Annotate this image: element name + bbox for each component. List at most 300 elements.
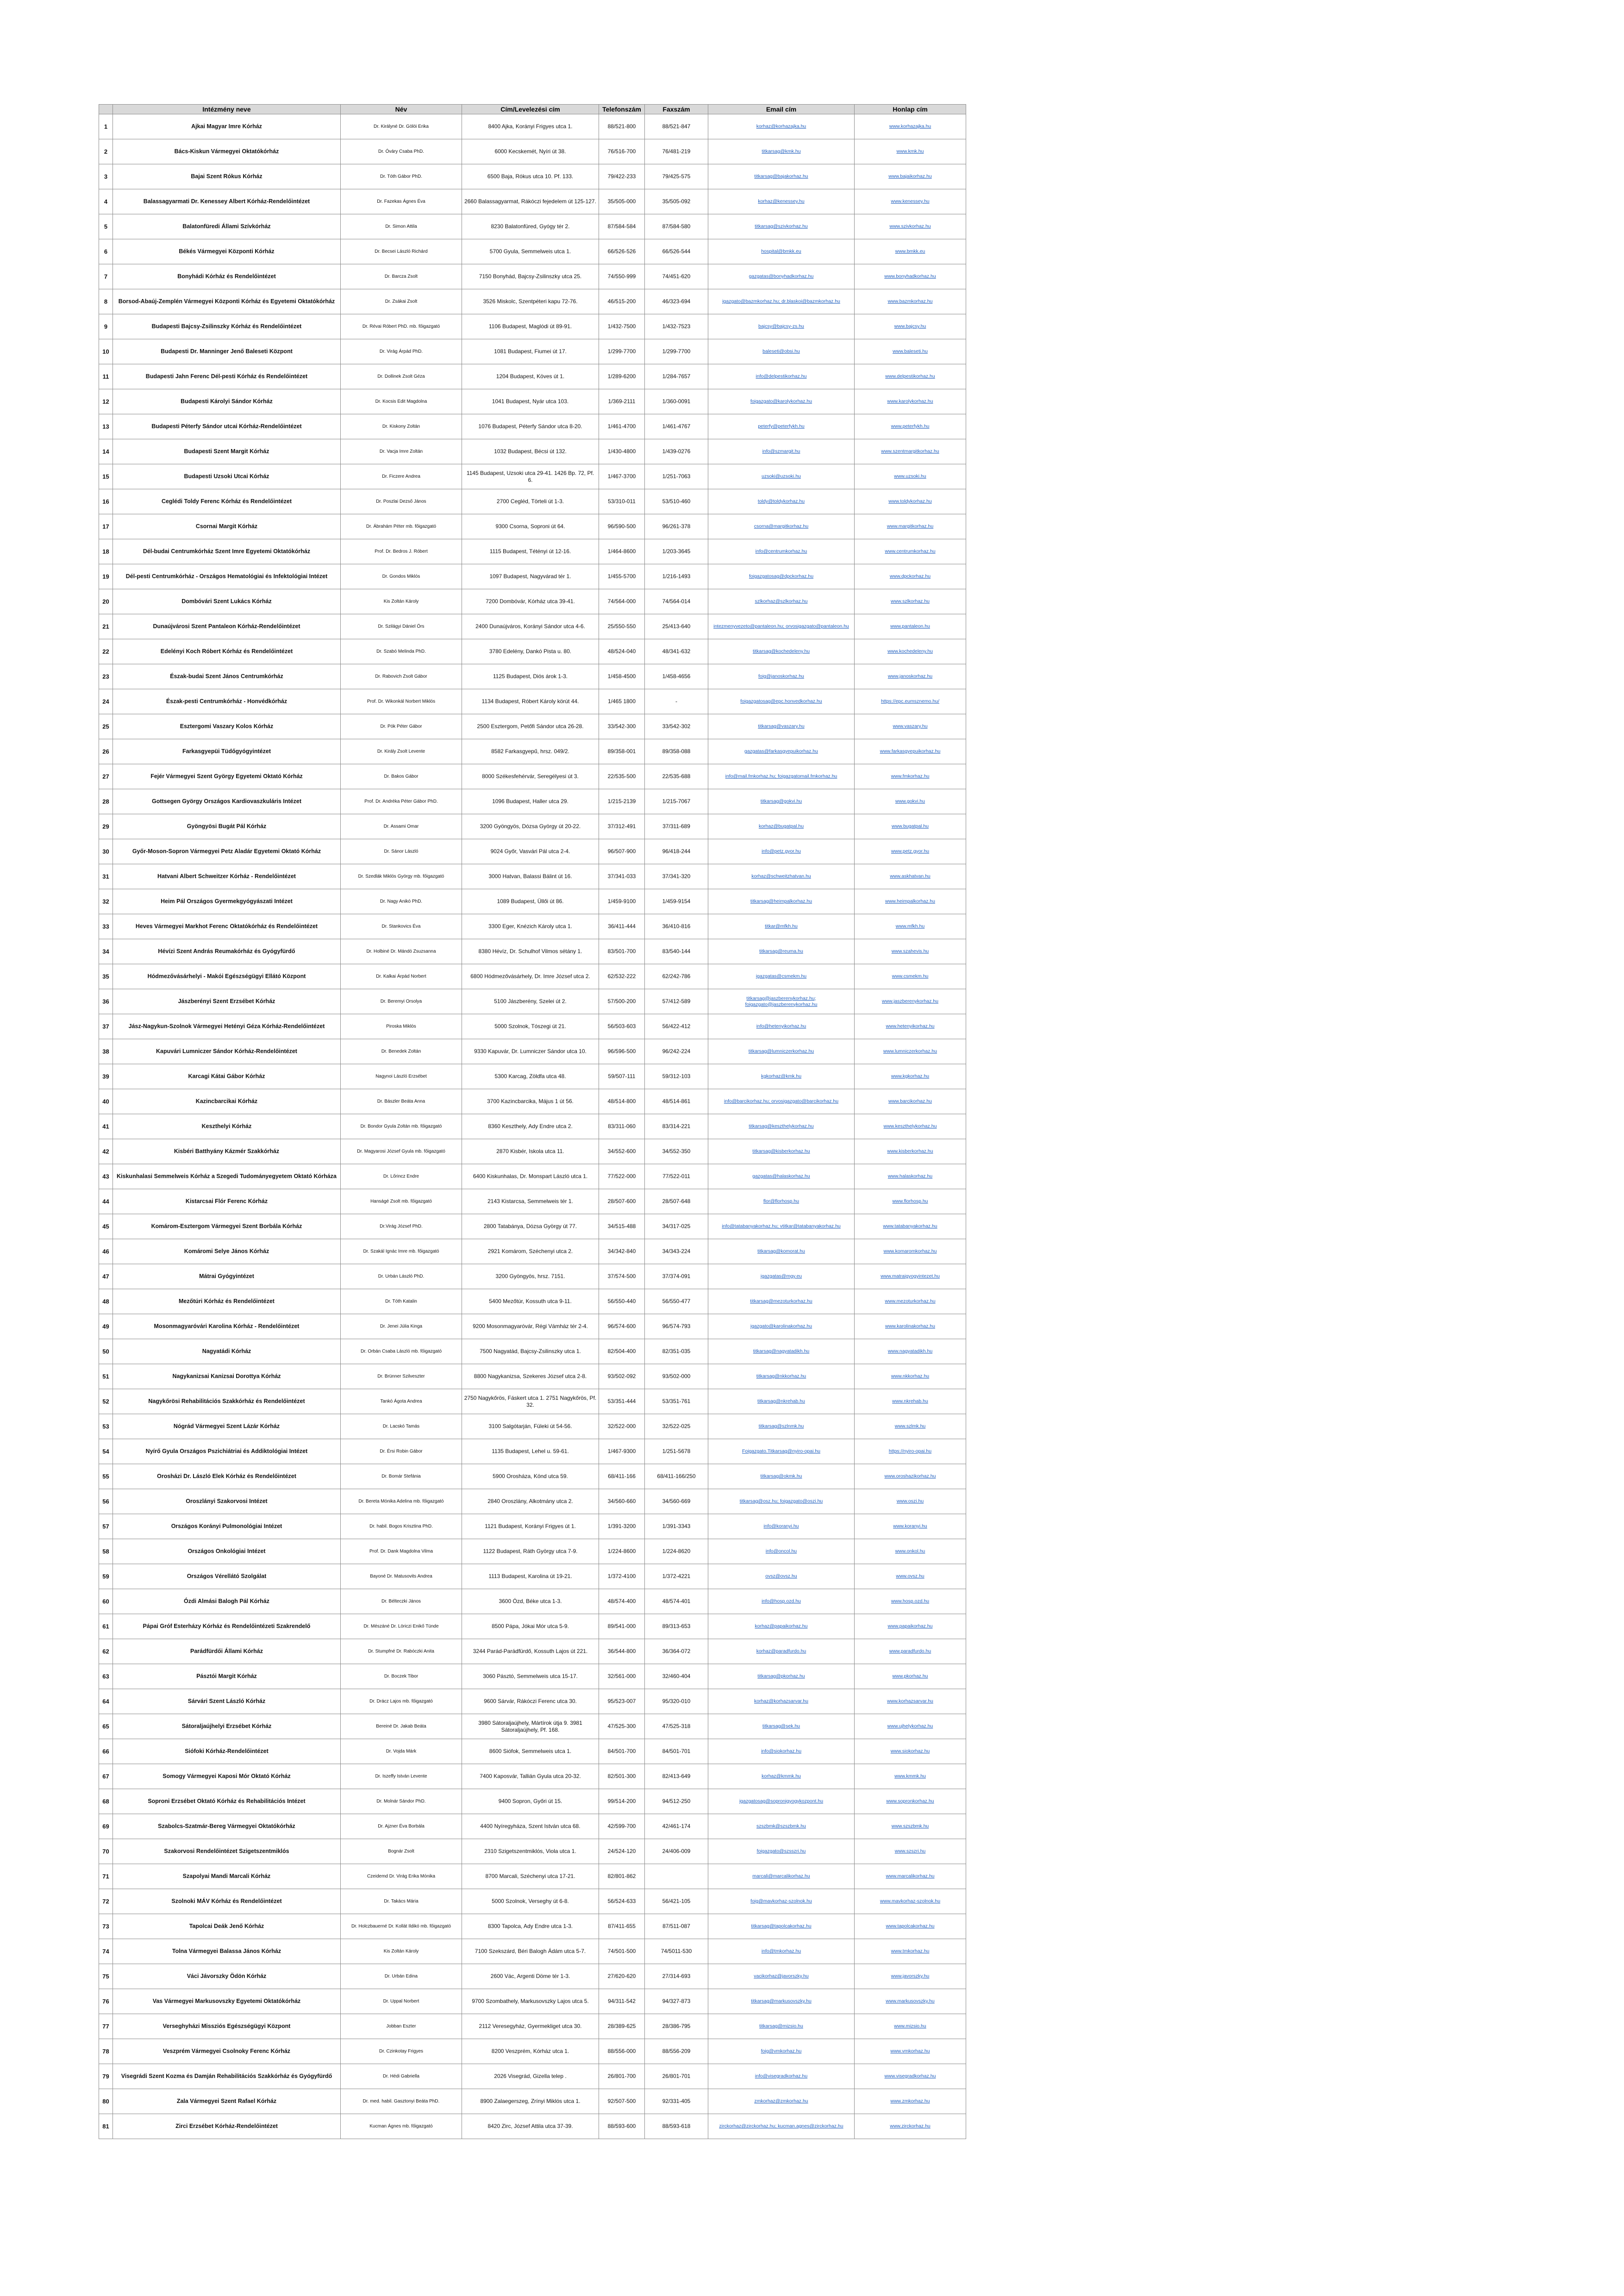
email-link[interactable]: peterfy@peterfykh.hu bbox=[708, 414, 855, 439]
phone-cell: 77/522-000 bbox=[599, 1164, 645, 1189]
website-link[interactable]: www.csmekm.hu bbox=[855, 964, 966, 989]
institution-name: Orosházi Dr. László Elek Kórház és Rendelőintézet bbox=[113, 1464, 341, 1489]
director-name: Dr. Orbán Csaba László mb. főigazgató bbox=[341, 1339, 462, 1364]
institution-name: Mosonmagyaróvári Karolina Kórház - Rendelőintézet bbox=[113, 1314, 341, 1339]
address-cell: 2310 Szigetszentmiklós, Viola utca 1. bbox=[462, 1839, 599, 1864]
address-cell: 5700 Gyula, Semmelweis utca 1. bbox=[462, 239, 599, 264]
email-link[interactable]: igazgatosag@sopronigyogykozpont.hu bbox=[708, 1789, 855, 1814]
website-link[interactable]: www.karolinakorhaz.hu bbox=[855, 1314, 966, 1339]
email-link[interactable]: titkarsag@szlnmk.hu bbox=[708, 1414, 855, 1439]
institution-name: Tapolcai Deák Jenő Kórház bbox=[113, 1914, 341, 1939]
director-name: Dr. Jenei Júlia Kinga bbox=[341, 1314, 462, 1339]
phone-cell: 74/550-999 bbox=[599, 264, 645, 289]
director-name: Dr. Király Zsolt Levente bbox=[341, 739, 462, 764]
row-number: 7 bbox=[99, 264, 113, 289]
table-row bbox=[99, 564, 966, 589]
phone-cell: 1/467-9300 bbox=[599, 1439, 645, 1464]
email-link[interactable]: igazgato@bazmkorhaz.hu; dr.blaskoi@bazmkorhaz.hu bbox=[708, 289, 855, 314]
address-cell: 1106 Budapest, Maglódi út 89-91. bbox=[462, 314, 599, 339]
website-link[interactable]: www.bazmkorhaz.hu bbox=[855, 289, 966, 314]
institution-name: Jász-Nagykun-Szolnok Vármegyei Hetényi Géza Kórház-Rendelőintézet bbox=[113, 1014, 341, 1039]
institution-name: Fejér Vármegyei Szent György Egyetemi Oktató Kórház bbox=[113, 764, 341, 789]
website-link[interactable]: www.bonyhadkorhaz.hu bbox=[855, 264, 966, 289]
email-link[interactable]: gazgatas@halaskorhaz.hu bbox=[708, 1164, 855, 1189]
website-link[interactable]: www.oszi.hu bbox=[855, 1489, 966, 1514]
email-link[interactable]: titkarsag@kisberkorhaz.hu bbox=[708, 1139, 855, 1164]
website-link[interactable]: www.korhazsarvar.hu bbox=[855, 1689, 966, 1714]
table-row bbox=[99, 1689, 966, 1714]
row-number: 33 bbox=[99, 914, 113, 939]
phone-cell: 48/514-800 bbox=[599, 1089, 645, 1114]
fax-cell: 28/507-648 bbox=[645, 1189, 708, 1214]
website-link[interactable]: www.margitkorhaz.hu bbox=[855, 514, 966, 539]
website-link[interactable]: www.peterfykh.hu bbox=[855, 414, 966, 439]
email-link[interactable]: intezmenyvezeto@pantaleon.hu; orvosigazgato@pantaleon.hu bbox=[708, 614, 855, 639]
website-link[interactable]: www.vmkorhaz.hu bbox=[855, 2039, 966, 2064]
website-link[interactable]: www.zmkorhaz.hu bbox=[855, 2089, 966, 2114]
fax-cell: 48/574-401 bbox=[645, 1589, 708, 1614]
address-cell: 7100 Szekszárd, Béri Balogh Ádám utca 5-7. bbox=[462, 1939, 599, 1964]
institution-name: Budapesti Bajcsy-Zsilinszky Kórház és Rendelőintézet bbox=[113, 314, 341, 339]
row-number: 74 bbox=[99, 1939, 113, 1964]
website-link[interactable]: www.szszri.hu bbox=[855, 1839, 966, 1864]
email-link[interactable]: info@delpestikorhaz.hu bbox=[708, 364, 855, 389]
email-link[interactable]: titkarsag@bajakorhaz.hu bbox=[708, 164, 855, 189]
email-link[interactable]: zirckorhaz@zirckorhaz.hu; kucman.agnes@zirckorhaz.hu bbox=[708, 2114, 855, 2139]
email-link[interactable]: foigazgato@szsszri.hu bbox=[708, 1839, 855, 1864]
table-row bbox=[99, 839, 966, 864]
email-link[interactable]: titkarsag@sek.hu bbox=[708, 1714, 855, 1739]
address-cell: 3200 Gyöngyös, Dózsa György út 20-22. bbox=[462, 814, 599, 839]
website-link[interactable]: www.tatabanyakorhaz.hu bbox=[855, 1214, 966, 1239]
website-link[interactable]: www.karolykorhaz.hu bbox=[855, 389, 966, 414]
phone-cell: 1/455-5700 bbox=[599, 564, 645, 589]
email-link[interactable]: info@szmargit.hu bbox=[708, 439, 855, 464]
address-cell: 1032 Budapest, Bécsi út 132. bbox=[462, 439, 599, 464]
address-cell: 2112 Veresegyház, Gyermekliget utca 30. bbox=[462, 2014, 599, 2039]
director-name: Dr. Zsákai Zsolt bbox=[341, 289, 462, 314]
website-link[interactable]: www.korhazajka.hu bbox=[855, 114, 966, 139]
email-link[interactable]: info@koranyi.hu bbox=[708, 1514, 855, 1539]
website-link[interactable]: www.bajaikorhaz.hu bbox=[855, 164, 966, 189]
website-link[interactable]: www.kmmk.hu bbox=[855, 1764, 966, 1789]
header-email: Email cím bbox=[708, 105, 855, 114]
website-link[interactable]: www.hosp.ozd.hu bbox=[855, 1589, 966, 1614]
website-link[interactable]: www.mezoturkorhaz.hu bbox=[855, 1289, 966, 1314]
table-row bbox=[99, 1339, 966, 1364]
email-link[interactable]: korhaz@schweitzhatvan.hu bbox=[708, 864, 855, 889]
address-cell: 1135 Budapest, Lehel u. 59-61. bbox=[462, 1439, 599, 1464]
website-link[interactable]: www.marcalikorhaz.hu bbox=[855, 1864, 966, 1889]
website-link[interactable]: www.baleseti.hu bbox=[855, 339, 966, 364]
phone-cell: 89/541-000 bbox=[599, 1614, 645, 1639]
phone-cell: 48/574-400 bbox=[599, 1589, 645, 1614]
email-link[interactable]: info@oncol.hu bbox=[708, 1539, 855, 1564]
row-number: 27 bbox=[99, 764, 113, 789]
fax-cell: 66/526-544 bbox=[645, 239, 708, 264]
phone-cell: 96/590-500 bbox=[599, 514, 645, 539]
phone-cell: 26/801-700 bbox=[599, 2064, 645, 2089]
website-link[interactable]: www.mfkh.hu bbox=[855, 914, 966, 939]
email-link[interactable]: kgkorhaz@kmk.hu bbox=[708, 1064, 855, 1089]
address-cell: 9300 Csorna, Soproni út 64. bbox=[462, 514, 599, 539]
row-number: 10 bbox=[99, 339, 113, 364]
institution-name: Verseghyházi Missziós Egészségügyi Központ bbox=[113, 2014, 341, 2039]
website-link[interactable]: www.bmkk.eu bbox=[855, 239, 966, 264]
website-link[interactable]: www.szlkorhaz.hu bbox=[855, 589, 966, 614]
website-link[interactable]: www.hetenyikorhaz.hu bbox=[855, 1014, 966, 1039]
email-link[interactable]: titkarsag@gokvi.hu bbox=[708, 789, 855, 814]
email-link[interactable]: titkarsag@kochedeleny.hu bbox=[708, 639, 855, 664]
email-link[interactable]: korhaz@paradfurdo.hu bbox=[708, 1639, 855, 1664]
director-name: Dr. Vacja Imre Zoltán bbox=[341, 439, 462, 464]
institution-name: Soproni Erzsébet Oktató Kórház és Rehabilitációs Intézet bbox=[113, 1789, 341, 1814]
website-link[interactable]: www.bajcsy.hu bbox=[855, 314, 966, 339]
email-link[interactable]: titkarsag@szivkorhaz.hu bbox=[708, 214, 855, 239]
director-name: Dr. Ajzner Éva Borbála bbox=[341, 1814, 462, 1839]
institution-name: Heim Pál Országos Gyermekgyógyászati Intézet bbox=[113, 889, 341, 914]
institution-name: Váci Jávorszky Ödön Kórház bbox=[113, 1964, 341, 1989]
fax-cell: 1/203-3645 bbox=[645, 539, 708, 564]
email-link[interactable]: foig@mavkorhaz-szolnok.hu bbox=[708, 1889, 855, 1914]
email-link[interactable]: info@barcikorhaz.hu; orvosigazgato@barcikorhaz.hu bbox=[708, 1089, 855, 1114]
address-cell: 2500 Esztergom, Petőfi Sándor utca 26-28. bbox=[462, 714, 599, 739]
address-cell: 8300 Tapolca, Ady Endre utca 1-3. bbox=[462, 1914, 599, 1939]
website-link[interactable]: www.nagyatadikh.hu bbox=[855, 1339, 966, 1364]
fax-cell: 1/284-7657 bbox=[645, 364, 708, 389]
phone-cell: 34/552-600 bbox=[599, 1139, 645, 1164]
fax-cell: 42/461-174 bbox=[645, 1814, 708, 1839]
website-link[interactable]: www.barcikorhaz.hu bbox=[855, 1089, 966, 1114]
website-link[interactable]: www.ovsz.hu bbox=[855, 1564, 966, 1589]
email-link[interactable]: info@mail.fmkorhaz.hu; foigazgatomail.fmkorhaz.hu bbox=[708, 764, 855, 789]
phone-cell: 1/369-2111 bbox=[599, 389, 645, 414]
email-link[interactable]: igazgatas@csmekm.hu bbox=[708, 964, 855, 989]
table-row bbox=[99, 1064, 966, 1089]
email-link[interactable]: gazgatas@bonyhadkorhaz.hu bbox=[708, 264, 855, 289]
website-link[interactable]: www.petz.gyor.hu bbox=[855, 839, 966, 864]
email-link[interactable]: korhaz@papaikorhaz.hu bbox=[708, 1614, 855, 1639]
row-number: 32 bbox=[99, 889, 113, 914]
website-link[interactable]: www.onkol.hu bbox=[855, 1539, 966, 1564]
director-name: Dr. Tóth Gábor PhD. bbox=[341, 164, 462, 189]
website-link[interactable]: www.kochedeleny.hu bbox=[855, 639, 966, 664]
address-cell: 8400 Ajka, Korányi Frigyes utca 1. bbox=[462, 114, 599, 139]
institution-name: Borsod-Abaúj-Zemplén Vármegyei Központi Kórház és Egyetemi Oktatókórház bbox=[113, 289, 341, 314]
email-link[interactable]: szszbmk@szszbmk.hu bbox=[708, 1814, 855, 1839]
fax-cell: 1/215-7067 bbox=[645, 789, 708, 814]
website-link[interactable]: www.centrumkorhaz.hu bbox=[855, 539, 966, 564]
address-cell: 6400 Kiskunhalas, Dr. Monspart László utca 1. bbox=[462, 1164, 599, 1189]
website-link[interactable]: www.siokorhaz.hu bbox=[855, 1739, 966, 1764]
website-link[interactable]: www.vaszary.hu bbox=[855, 714, 966, 739]
row-number: 13 bbox=[99, 414, 113, 439]
table-row bbox=[99, 1839, 966, 1864]
phone-cell: 36/544-800 bbox=[599, 1639, 645, 1664]
email-link[interactable]: info@hetenyikorhaz.hu bbox=[708, 1014, 855, 1039]
table-row bbox=[99, 1939, 966, 1964]
institution-name: Zirci Erzsébet Kórház-Rendelőintézet bbox=[113, 2114, 341, 2139]
address-cell: 5000 Szolnok, Tószegi út 21. bbox=[462, 1014, 599, 1039]
website-link[interactable]: www.tmkorhaz.hu bbox=[855, 1939, 966, 1964]
website-link[interactable]: www.nkrehab.hu bbox=[855, 1389, 966, 1414]
email-link[interactable]: titkarsag@nkkorhaz.hu bbox=[708, 1364, 855, 1389]
website-link[interactable]: www.sopronkorhaz.hu bbox=[855, 1789, 966, 1814]
email-link[interactable]: igazgatas@mgy.eu bbox=[708, 1264, 855, 1289]
website-link[interactable]: www.papaikorhaz.hu bbox=[855, 1614, 966, 1639]
email-link[interactable]: korhaz@korhazsarvar.hu bbox=[708, 1689, 855, 1714]
email-link[interactable]: info@siokorhaz.hu bbox=[708, 1739, 855, 1764]
website-link[interactable]: www.farkasgyepuikorhaz.hu bbox=[855, 739, 966, 764]
institution-name: Bajai Szent Rókus Kórház bbox=[113, 164, 341, 189]
website-link[interactable]: www.keszthelykorhaz.hu bbox=[855, 1114, 966, 1139]
website-link[interactable]: www.matraigyogyintezet.hu bbox=[855, 1264, 966, 1289]
fax-cell: 56/422-412 bbox=[645, 1014, 708, 1039]
director-name: Kucman Ágnes mb. főigazgató bbox=[341, 2114, 462, 2139]
email-link[interactable]: titkarsag@pkorhaz.hu bbox=[708, 1664, 855, 1689]
email-link[interactable]: info@visegradkorhaz.hu bbox=[708, 2064, 855, 2089]
email-link[interactable]: titkarsag@komorat.hu bbox=[708, 1239, 855, 1264]
institution-name: Edelényi Koch Róbert Kórház és Rendelőintézet bbox=[113, 639, 341, 664]
website-link[interactable]: www.komaromkorhaz.hu bbox=[855, 1239, 966, 1264]
email-link[interactable]: titkar@mfkh.hu bbox=[708, 914, 855, 939]
website-link[interactable]: www.kisberkorhaz.hu bbox=[855, 1139, 966, 1164]
email-link[interactable]: titkarsag@okmk.hu bbox=[708, 1464, 855, 1489]
website-link[interactable]: www.javorszky.hu bbox=[855, 1964, 966, 1989]
institution-name: Tolna Vármegyei Balassa János Kórház bbox=[113, 1939, 341, 1964]
director-name: Dr. Sánor László bbox=[341, 839, 462, 864]
email-link[interactable]: titkarsag@heimpalkorhaz.hu bbox=[708, 889, 855, 914]
email-link[interactable]: flor@florhosp.hu bbox=[708, 1189, 855, 1214]
website-link[interactable]: www.mavkorhaz-szolnok.hu bbox=[855, 1889, 966, 1914]
email-link[interactable]: Foigazgato.Titkarsag@nyiro-opai.hu bbox=[708, 1439, 855, 1464]
website-link[interactable]: www.florhosp.hu bbox=[855, 1189, 966, 1214]
email-link[interactable]: korhaz@kmmk.hu bbox=[708, 1764, 855, 1789]
address-cell: 8000 Székesfehérvár, Seregélyesi út 3. bbox=[462, 764, 599, 789]
email-link[interactable]: titkarsag@mezoturkorhaz.hu bbox=[708, 1289, 855, 1314]
address-cell: 8200 Veszprém, Kórház utca 1. bbox=[462, 2039, 599, 2064]
website-link[interactable]: www.szentmargitkorhaz.hu bbox=[855, 439, 966, 464]
fax-cell: 47/525-318 bbox=[645, 1714, 708, 1739]
phone-cell: 82/801-862 bbox=[599, 1864, 645, 1889]
email-link[interactable]: baleseti@obsi.hu bbox=[708, 339, 855, 364]
website-link[interactable]: www.janoskorhaz.hu bbox=[855, 664, 966, 689]
address-cell: 3300 Eger, Knézich Károly utca 1. bbox=[462, 914, 599, 939]
email-link[interactable]: ovsz@ovsz.hu bbox=[708, 1564, 855, 1589]
email-link[interactable]: titkarsag@osz.hu; foigazgato@oszi.hu bbox=[708, 1489, 855, 1514]
fax-cell: 74/451-620 bbox=[645, 264, 708, 289]
email-link[interactable]: titkarsag@vaszary.hu bbox=[708, 714, 855, 739]
row-number: 19 bbox=[99, 564, 113, 589]
email-link[interactable]: korhaz@kenessey.hu bbox=[708, 189, 855, 214]
phone-cell: 1/299-7700 bbox=[599, 339, 645, 364]
website-link[interactable]: www.kgkorhaz.hu bbox=[855, 1064, 966, 1089]
website-link[interactable]: www.szivkorhaz.hu bbox=[855, 214, 966, 239]
address-cell: 9330 Kapuvár, Dr. Lumniczer Sándor utca 10. bbox=[462, 1039, 599, 1064]
phone-cell: 92/507-500 bbox=[599, 2089, 645, 2114]
institution-name: Gyöngyösi Bugát Pál Kórház bbox=[113, 814, 341, 839]
director-name: Dr. Poszlai Dezső János bbox=[341, 489, 462, 514]
phone-cell: 1/465 1800 bbox=[599, 689, 645, 714]
phone-cell: 27/620-620 bbox=[599, 1964, 645, 1989]
director-name: Bayoné Dr. Matusovits Andrea bbox=[341, 1564, 462, 1589]
website-link[interactable]: www.kenessey.hu bbox=[855, 189, 966, 214]
address-cell: 9400 Sopron, Győri út 15. bbox=[462, 1789, 599, 1814]
email-link[interactable]: gazgatas@farkasgyepuikorhaz.hu bbox=[708, 739, 855, 764]
website-link[interactable]: www.szlmk.hu bbox=[855, 1414, 966, 1439]
email-link[interactable]: toldy@toldykorhaz.hu bbox=[708, 489, 855, 514]
website-link[interactable]: www.pantaleon.hu bbox=[855, 614, 966, 639]
website-link[interactable]: www.dpckorhaz.hu bbox=[855, 564, 966, 589]
address-cell: 8230 Balatonfüred, Gyógy tér 2. bbox=[462, 214, 599, 239]
website-link[interactable]: www.heimpalkorhaz.hu bbox=[855, 889, 966, 914]
row-number: 24 bbox=[99, 689, 113, 714]
email-link[interactable]: zmkorhaz@zmkorhaz.hu bbox=[708, 2089, 855, 2114]
director-name: Dr. Ficzere Andrea bbox=[341, 464, 462, 489]
director-name: Dr. Lőrincz Endre bbox=[341, 1164, 462, 1189]
website-link[interactable]: www.bugatpal.hu bbox=[855, 814, 966, 839]
phone-cell: 87/411-655 bbox=[599, 1914, 645, 1939]
website-link[interactable]: www.halaskorhaz.hu bbox=[855, 1164, 966, 1189]
fax-cell: 48/514-861 bbox=[645, 1089, 708, 1114]
fax-cell: 1/299-7700 bbox=[645, 339, 708, 364]
address-cell: 1125 Budapest, Diós árok 1-3. bbox=[462, 664, 599, 689]
email-link[interactable]: hospital@bmkk.eu bbox=[708, 239, 855, 264]
director-name: Dr. Kalkai Árpád Norbert bbox=[341, 964, 462, 989]
table-row bbox=[99, 1464, 966, 1489]
website-link[interactable]: www.oroshazikorhaz.hu bbox=[855, 1464, 966, 1489]
email-link[interactable]: titkarsag@kmk.hu bbox=[708, 139, 855, 164]
website-link[interactable]: www.kmk.hu bbox=[855, 139, 966, 164]
website-link[interactable]: www.ujhelykorhaz.hu bbox=[855, 1714, 966, 1739]
email-link[interactable]: titkarsag@tapolcakorhaz.hu bbox=[708, 1914, 855, 1939]
email-link[interactable]: uzsoki@uzsoki.hu bbox=[708, 464, 855, 489]
email-link[interactable]: info@tmkorhaz.hu bbox=[708, 1939, 855, 1964]
website-link[interactable]: www.uzsoki.hu bbox=[855, 464, 966, 489]
director-name: Dr. Becsei László Richárd bbox=[341, 239, 462, 264]
institution-name: Sárvári Szent László Kórház bbox=[113, 1689, 341, 1714]
email-link[interactable]: igazgato@karolinakorhaz.hu bbox=[708, 1314, 855, 1339]
address-cell: 5300 Karcag, Zöldfa utca 48. bbox=[462, 1064, 599, 1089]
email-link[interactable]: szlkorhaz@szlkorhaz.hu bbox=[708, 589, 855, 614]
director-name: Dr. Stumpfné Dr. Rabóczki Anita bbox=[341, 1639, 462, 1664]
institution-name: Szakorvosi Rendelőintézet Szigetszentmiklós bbox=[113, 1839, 341, 1864]
address-cell: 8800 Nagykanizsa, Szekeres József utca 2-8. bbox=[462, 1364, 599, 1389]
website-link[interactable]: www.pkorhaz.hu bbox=[855, 1664, 966, 1689]
email-link[interactable]: foigazgato@karolykorhaz.hu bbox=[708, 389, 855, 414]
fax-cell: 22/535-688 bbox=[645, 764, 708, 789]
table-row bbox=[99, 1764, 966, 1789]
fax-cell: 48/341-632 bbox=[645, 639, 708, 664]
email-link[interactable]: foigazgatosag@dpckorhaz.hu bbox=[708, 564, 855, 589]
website-link[interactable]: www.markusovszky.hu bbox=[855, 1989, 966, 2014]
email-link[interactable]: vacikorhaz@javorszky.hu bbox=[708, 1964, 855, 1989]
phone-cell: 28/507-600 bbox=[599, 1189, 645, 1214]
phone-cell: 48/524-040 bbox=[599, 639, 645, 664]
institution-name: Parádfürdői Állami Kórház bbox=[113, 1639, 341, 1664]
fax-cell: 36/410-816 bbox=[645, 914, 708, 939]
website-link[interactable]: www.szahevis.hu bbox=[855, 939, 966, 964]
email-link[interactable]: titkarsag@markusovszky.hu bbox=[708, 1989, 855, 2014]
table-row bbox=[99, 1089, 966, 1114]
website-link[interactable]: www.mizsio.hu bbox=[855, 2014, 966, 2039]
email-link[interactable]: titkarsag@lumniczerkorhaz.hu bbox=[708, 1039, 855, 1064]
email-link[interactable]: titkarsag@keszthelykorhaz.hu bbox=[708, 1114, 855, 1139]
table-row bbox=[99, 589, 966, 614]
email-link[interactable]: titkarsag@nkrehab.hu bbox=[708, 1389, 855, 1414]
website-link[interactable]: www.zirckorhaz.hu bbox=[855, 2114, 966, 2139]
website-link[interactable]: www.paradfurdo.hu bbox=[855, 1639, 966, 1664]
row-number: 30 bbox=[99, 839, 113, 864]
director-name: Dr. Bászler Beáta Anna bbox=[341, 1089, 462, 1114]
email-link[interactable]: info@centrumkorhaz.hu bbox=[708, 539, 855, 564]
table-row bbox=[99, 1439, 966, 1464]
email-link[interactable]: info@tatabanyakorhaz.hu; vtitkar@tatabanyakorhaz.hu bbox=[708, 1214, 855, 1239]
website-link[interactable]: www.koranyi.hu bbox=[855, 1514, 966, 1539]
email-link[interactable]: info@petz.gyor.hu bbox=[708, 839, 855, 864]
website-link[interactable]: www.delpestikorhaz.hu bbox=[855, 364, 966, 389]
email-link[interactable]: titkarsag@reuma.hu bbox=[708, 939, 855, 964]
email-link[interactable]: foig@janoskorhaz.hu bbox=[708, 664, 855, 689]
email-link[interactable]: titkarsag@nagyatadikh.hu bbox=[708, 1339, 855, 1364]
row-number: 11 bbox=[99, 364, 113, 389]
table-row bbox=[99, 864, 966, 889]
email-link[interactable]: korhaz@korhazajka.hu bbox=[708, 114, 855, 139]
email-link[interactable]: marcali@marcalikorhaz.hu bbox=[708, 1864, 855, 1889]
email-link[interactable]: info@hosp.ozd.hu bbox=[708, 1589, 855, 1614]
email-link[interactable]: csorna@margitkorhaz.hu bbox=[708, 514, 855, 539]
website-link[interactable]: www.szszbmk.hu bbox=[855, 1814, 966, 1839]
website-link[interactable]: www.fmkorhaz.hu bbox=[855, 764, 966, 789]
website-link[interactable]: www.gokvi.hu bbox=[855, 789, 966, 814]
address-cell: 1204 Budapest, Köves út 1. bbox=[462, 364, 599, 389]
website-link[interactable]: www.lumniczerkorhaz.hu bbox=[855, 1039, 966, 1064]
email-link[interactable]: foigazgatosag@epc.honvedkorhaz.hu bbox=[708, 689, 855, 714]
email-link[interactable]: korhaz@bugatpal.hu bbox=[708, 814, 855, 839]
institution-name: Nagyatádi Kórház bbox=[113, 1339, 341, 1364]
email-link[interactable]: bajcsy@bajcsy-zs.hu bbox=[708, 314, 855, 339]
website-link[interactable]: www.visegradkorhaz.hu bbox=[855, 2064, 966, 2089]
fax-cell: 96/261-378 bbox=[645, 514, 708, 539]
row-number: 52 bbox=[99, 1389, 113, 1414]
website-link[interactable]: www.toldykorhaz.hu bbox=[855, 489, 966, 514]
website-link[interactable]: www.jaszberenykorhaz.hu bbox=[855, 989, 966, 1014]
website-link[interactable]: https://epc.eumsznemo.hu/ bbox=[855, 689, 966, 714]
email-link[interactable]: foig@vmkorhaz.hu bbox=[708, 2039, 855, 2064]
institution-name: Visegrádi Szent Kozma és Damján Rehabilitációs Szakkórház és Gyógyfürdő bbox=[113, 2064, 341, 2089]
website-link[interactable]: https://nyiro-opai.hu bbox=[855, 1439, 966, 1464]
phone-cell: 1/215-2139 bbox=[599, 789, 645, 814]
fax-cell: 1/251-7063 bbox=[645, 464, 708, 489]
institution-name: Karcagi Kátai Gábor Kórház bbox=[113, 1064, 341, 1089]
institution-name: Szabolcs-Szatmár-Bereg Vármegyei Oktatókórház bbox=[113, 1814, 341, 1839]
address-cell: 8500 Pápa, Jókai Mór utca 5-9. bbox=[462, 1614, 599, 1639]
website-link[interactable]: www.nkkorhaz.hu bbox=[855, 1364, 966, 1389]
website-link[interactable]: www.askhatvan.hu bbox=[855, 864, 966, 889]
institution-name: Pápai Gróf Esterházy Kórház és Rendelőintézeti Szakrendelő bbox=[113, 1614, 341, 1639]
website-link[interactable]: www.tapolcakorhaz.hu bbox=[855, 1914, 966, 1939]
director-name: Kis Zoltán Károly bbox=[341, 1939, 462, 1964]
institution-name: Dél-budai Centrumkórház Szent Imre Egyetemi Oktatókórház bbox=[113, 539, 341, 564]
row-number: 64 bbox=[99, 1689, 113, 1714]
director-name: Dr. Szabó Melinda PhD. bbox=[341, 639, 462, 664]
row-number: 55 bbox=[99, 1464, 113, 1489]
email-link[interactable]: titkarsag@mizsio.hu bbox=[708, 2014, 855, 2039]
row-number: 63 bbox=[99, 1664, 113, 1689]
fax-cell: 34/560-669 bbox=[645, 1489, 708, 1514]
address-cell: 3780 Edelény, Dankó Pista u. 80. bbox=[462, 639, 599, 664]
email-link[interactable]: titkarsag@jaszberenykorhaz.hu; foigazgato@jaszberenykorhaz.hu bbox=[708, 989, 855, 1014]
